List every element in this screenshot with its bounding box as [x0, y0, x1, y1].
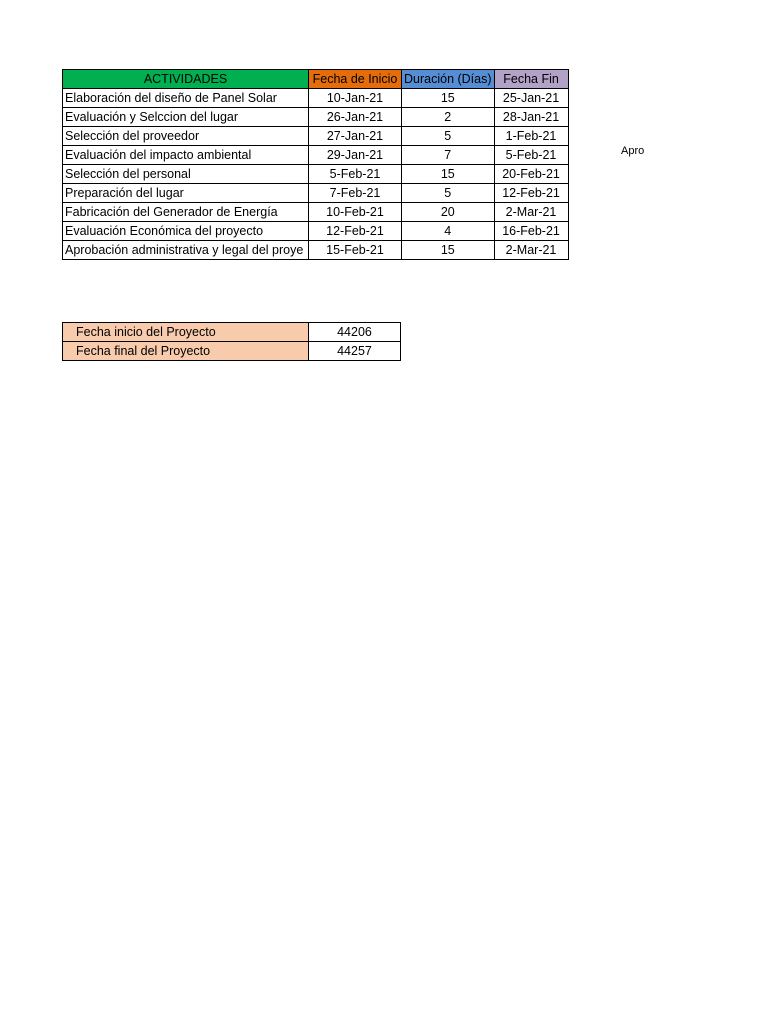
cell-fecha-inicio[interactable]: 15-Feb-21: [309, 241, 402, 260]
cell-duracion[interactable]: 2: [402, 108, 495, 127]
summary-label-inicio[interactable]: Fecha inicio del Proyecto: [63, 323, 309, 342]
summary-row: [63, 342, 401, 361]
table-row: [63, 184, 569, 203]
cell-fecha-fin[interactable]: 20-Feb-21: [494, 165, 568, 184]
cell-actividad[interactable]: Selección del proveedor: [63, 127, 309, 146]
table-row: [63, 241, 569, 260]
summary-value-inicio[interactable]: 44206: [309, 323, 401, 342]
cell-fecha-fin[interactable]: 2-Mar-21: [494, 241, 568, 260]
cell-fecha-inicio[interactable]: 7-Feb-21: [309, 184, 402, 203]
cell-fecha-fin[interactable]: 1-Feb-21: [494, 127, 568, 146]
cell-fecha-inicio[interactable]: 29-Jan-21: [309, 146, 402, 165]
table-header-row: [63, 70, 569, 89]
cell-fecha-fin[interactable]: 16-Feb-21: [494, 222, 568, 241]
summary-value-final[interactable]: 44257: [309, 342, 401, 361]
table-row: [63, 127, 569, 146]
cell-fecha-inicio[interactable]: 10-Jan-21: [309, 89, 402, 108]
cell-duracion[interactable]: 15: [402, 241, 495, 260]
header-duracion[interactable]: Duración (Días): [402, 70, 495, 89]
table-row: [63, 165, 569, 184]
summary-row: [63, 323, 401, 342]
project-summary-table: [62, 322, 401, 361]
cell-fecha-fin[interactable]: 2-Mar-21: [494, 203, 568, 222]
cell-fecha-inicio[interactable]: 5-Feb-21: [309, 165, 402, 184]
cell-actividad[interactable]: Evaluación y Selccion del lugar: [63, 108, 309, 127]
cell-duracion[interactable]: 15: [402, 165, 495, 184]
header-fecha-fin[interactable]: Fecha Fin: [494, 70, 568, 89]
table-row: [63, 89, 569, 108]
cell-actividad[interactable]: Evaluación del impacto ambiental: [63, 146, 309, 165]
cell-actividad[interactable]: Aprobación administrativa y legal del proye: [63, 241, 309, 260]
cell-actividad[interactable]: Elaboración del diseño de Panel Solar: [63, 89, 309, 108]
cell-duracion[interactable]: 15: [402, 89, 495, 108]
cell-duracion[interactable]: 5: [402, 127, 495, 146]
cell-duracion[interactable]: 7: [402, 146, 495, 165]
cell-actividad[interactable]: Evaluación Económica del proyecto: [63, 222, 309, 241]
cell-duracion[interactable]: 4: [402, 222, 495, 241]
table-row: [63, 146, 569, 165]
cell-fecha-inicio[interactable]: 10-Feb-21: [309, 203, 402, 222]
activities-table: [62, 69, 569, 260]
table-row: [63, 108, 569, 127]
cell-fecha-fin[interactable]: 12-Feb-21: [494, 184, 568, 203]
cell-duracion[interactable]: 5: [402, 184, 495, 203]
cell-actividad[interactable]: Selección del personal: [63, 165, 309, 184]
cell-fecha-inicio[interactable]: 12-Feb-21: [309, 222, 402, 241]
cell-fecha-inicio[interactable]: 26-Jan-21: [309, 108, 402, 127]
cell-fecha-inicio[interactable]: 27-Jan-21: [309, 127, 402, 146]
truncated-cell-text: Apro: [621, 145, 645, 157]
header-fecha-inicio[interactable]: Fecha de Inicio: [309, 70, 402, 89]
cell-fecha-fin[interactable]: 28-Jan-21: [494, 108, 568, 127]
table-row: [63, 203, 569, 222]
header-actividades[interactable]: ACTIVIDADES: [63, 70, 309, 89]
cell-fecha-fin[interactable]: 25-Jan-21: [494, 89, 568, 108]
table-row: [63, 222, 569, 241]
cell-actividad[interactable]: Preparación del lugar: [63, 184, 309, 203]
summary-label-final[interactable]: Fecha final del Proyecto: [63, 342, 309, 361]
cell-fecha-fin[interactable]: 5-Feb-21: [494, 146, 568, 165]
cell-actividad[interactable]: Fabricación del Generador de Energía: [63, 203, 309, 222]
cell-duracion[interactable]: 20: [402, 203, 495, 222]
